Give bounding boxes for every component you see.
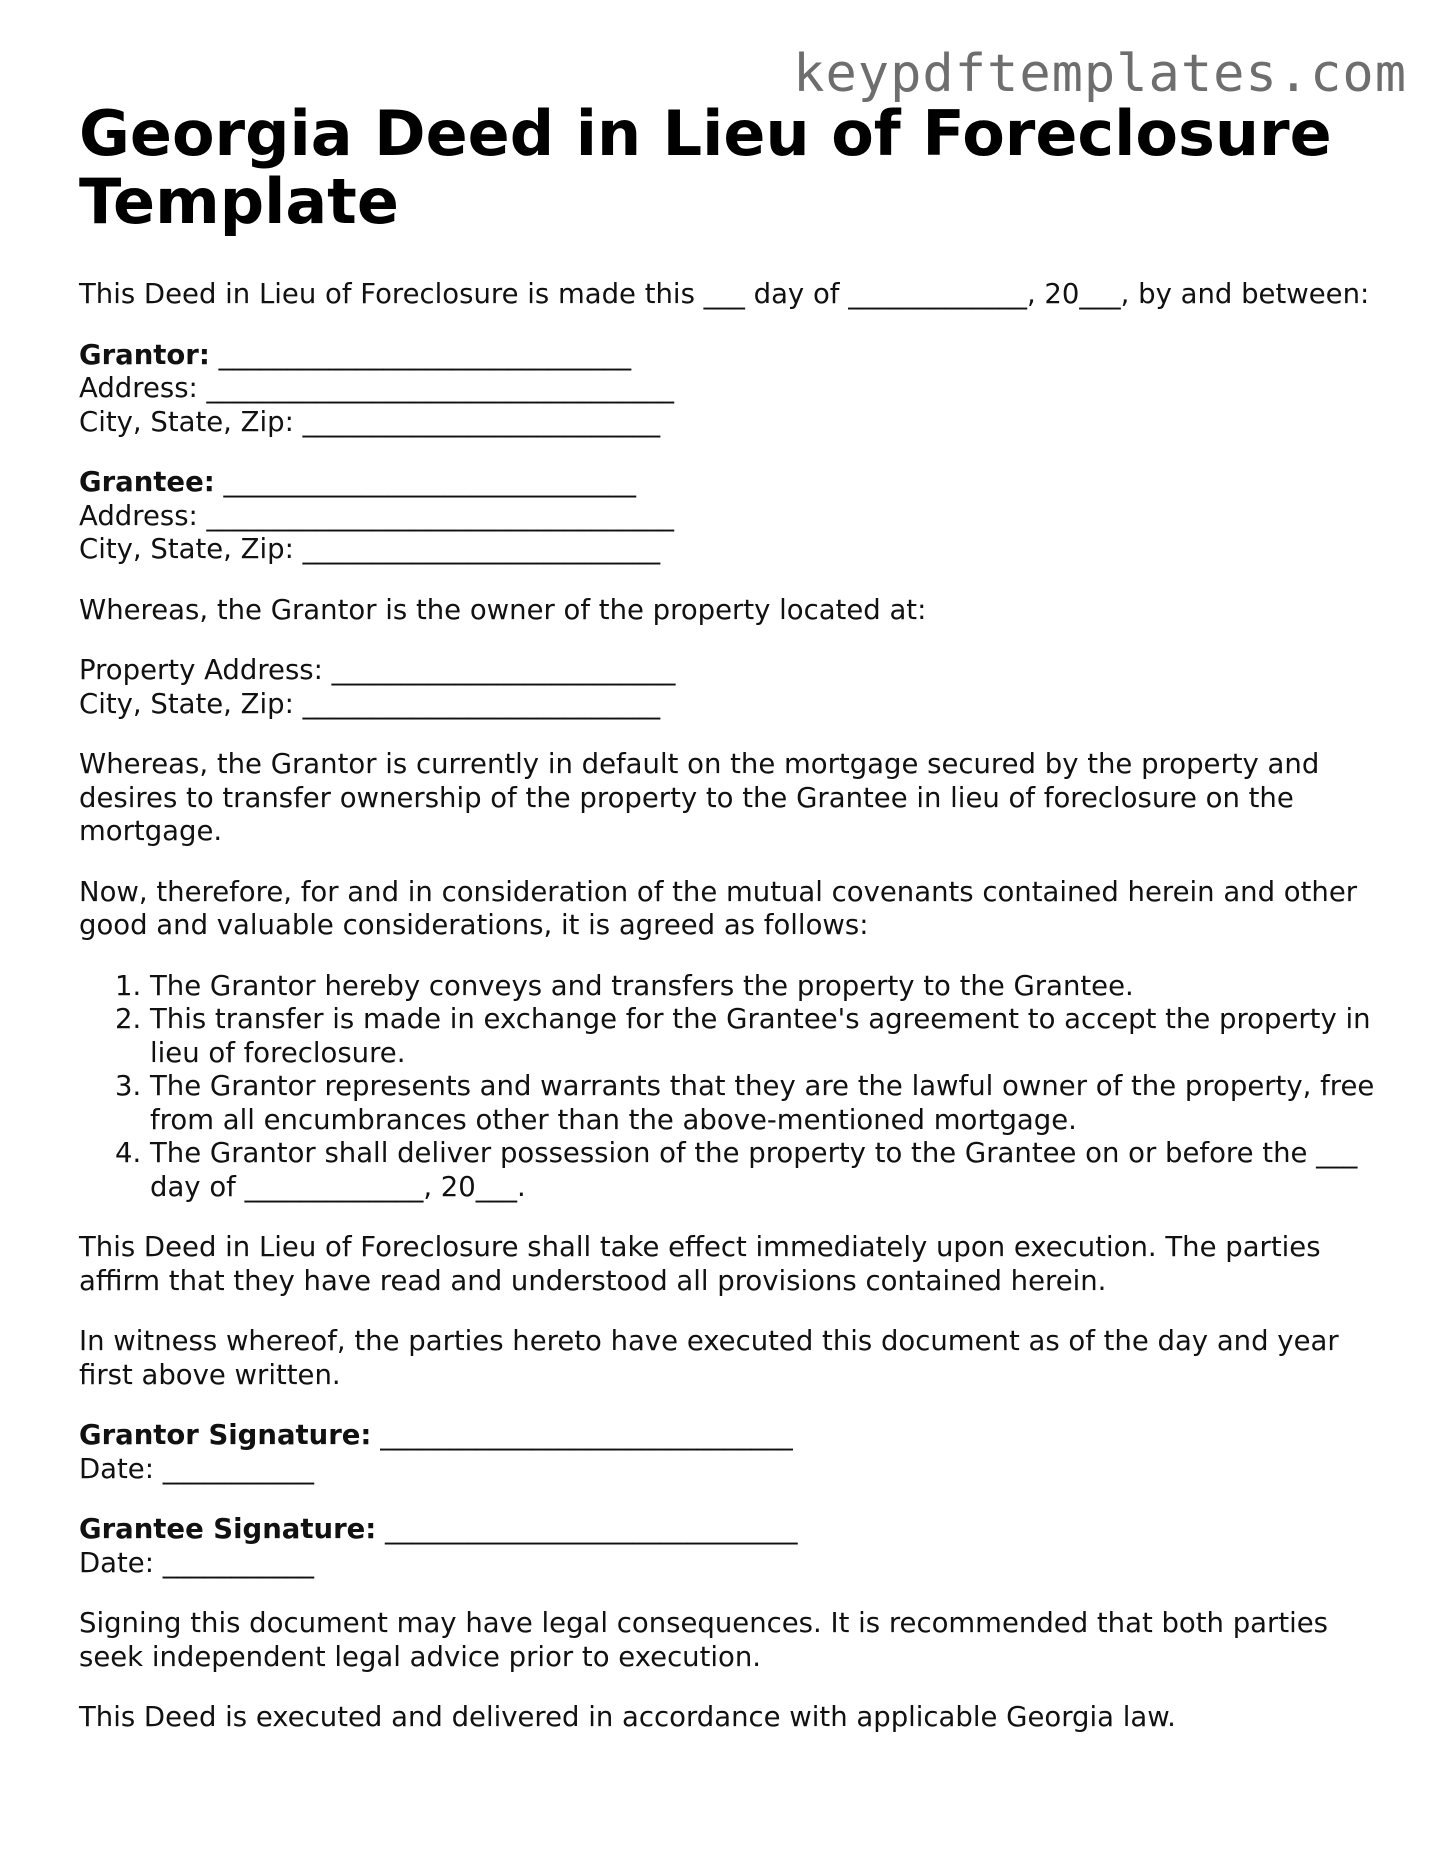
document-page (79, 97, 1379, 1762)
grantor-label: Grantor: (79, 338, 210, 371)
grantee-signature-blank: ______________________________ (385, 1513, 798, 1545)
document-title: Georgia Deed in Lieu of Foreclosure Template (79, 97, 1332, 238)
now-therefore-paragraph: Now, therefore, for and in consideration of the mutual covenants contained herein and other good and valuable considerations, it is agreed as follows: (79, 875, 1358, 941)
property-block (79, 654, 1379, 721)
grantee-city-line: City, State, Zip: __________________________ (79, 533, 661, 565)
property-address-line: Property Address: _________________________ (79, 654, 676, 686)
effect-paragraph: This Deed in Lieu of Foreclosure shall take effect immediately upon execution. The parties affirm that they have read and understood all provisions contained herein. (79, 1231, 1321, 1297)
grantor-signature-block (79, 1419, 1379, 1486)
whereas-default-paragraph: Whereas, the Grantor is currently in default on the mortgage secured by the property and desires to transfer ownership of the property to the Grantee in lieu of foreclosure on the mortgage. (79, 748, 1320, 847)
grantor-city-line: City, State, Zip: __________________________ (79, 405, 661, 438)
site-watermark: keypdftemplates.com (793, 44, 1407, 104)
grantee-date-line: Date: ___________ (79, 1546, 314, 1579)
terms-list (79, 970, 1379, 1205)
property-city-line: City, State, Zip: __________________________ (79, 687, 661, 720)
grantor-name-blank: ______________________________ (218, 338, 632, 371)
term-item: 2. This transfer is made in exchange for the Grantee's agreement to accept the property in lieu of foreclosure. (150, 1003, 1379, 1070)
grantor-date-line: Date: ___________ (79, 1452, 314, 1485)
grantee-signature-block (79, 1513, 1379, 1580)
term-item: 4. The Grantor shall deliver possession of the property to the Grantee on or before the ___ day of _____________, 20___. (150, 1137, 1379, 1204)
witness-paragraph: In witness whereof, the parties hereto have executed this document as of the day and year first above written. (79, 1325, 1339, 1391)
grantor-address-line: Address: __________________________________ (79, 372, 675, 404)
grantee-address-line: Address: __________________________________ (79, 499, 675, 532)
grantor-signature-blank: ______________________________ (380, 1419, 793, 1451)
grantee-signature-label: Grantee Signature: (79, 1513, 377, 1545)
intro-paragraph: This Deed in Lieu of Foreclosure is made this ___ day of _____________, 20___, by and between: (79, 278, 1370, 310)
grantee-label: Grantee: (79, 466, 215, 498)
whereas-owner-paragraph: Whereas, the Grantor is the owner of the property located at: (79, 593, 927, 626)
legal-notice-paragraph: Signing this document may have legal consequences. It is recommended that both parties seek independent legal advice prior to execution. (79, 1607, 1328, 1673)
term-item: 1. The Grantor hereby conveys and transfers the property to the Grantee. (150, 970, 1379, 1004)
grantee-block (79, 466, 1379, 567)
grantor-block (79, 339, 1379, 440)
grantee-name-blank: ______________________________ (223, 466, 636, 498)
grantor-signature-label: Grantor Signature: (79, 1419, 372, 1451)
term-item: 3. The Grantor represents and warrants that they are the lawful owner of the property, free from all encumbrances other than the above-mentioned mortgage. (150, 1070, 1379, 1137)
closing-paragraph: This Deed is executed and delivered in accordance with applicable Georgia law. (79, 1701, 1176, 1733)
